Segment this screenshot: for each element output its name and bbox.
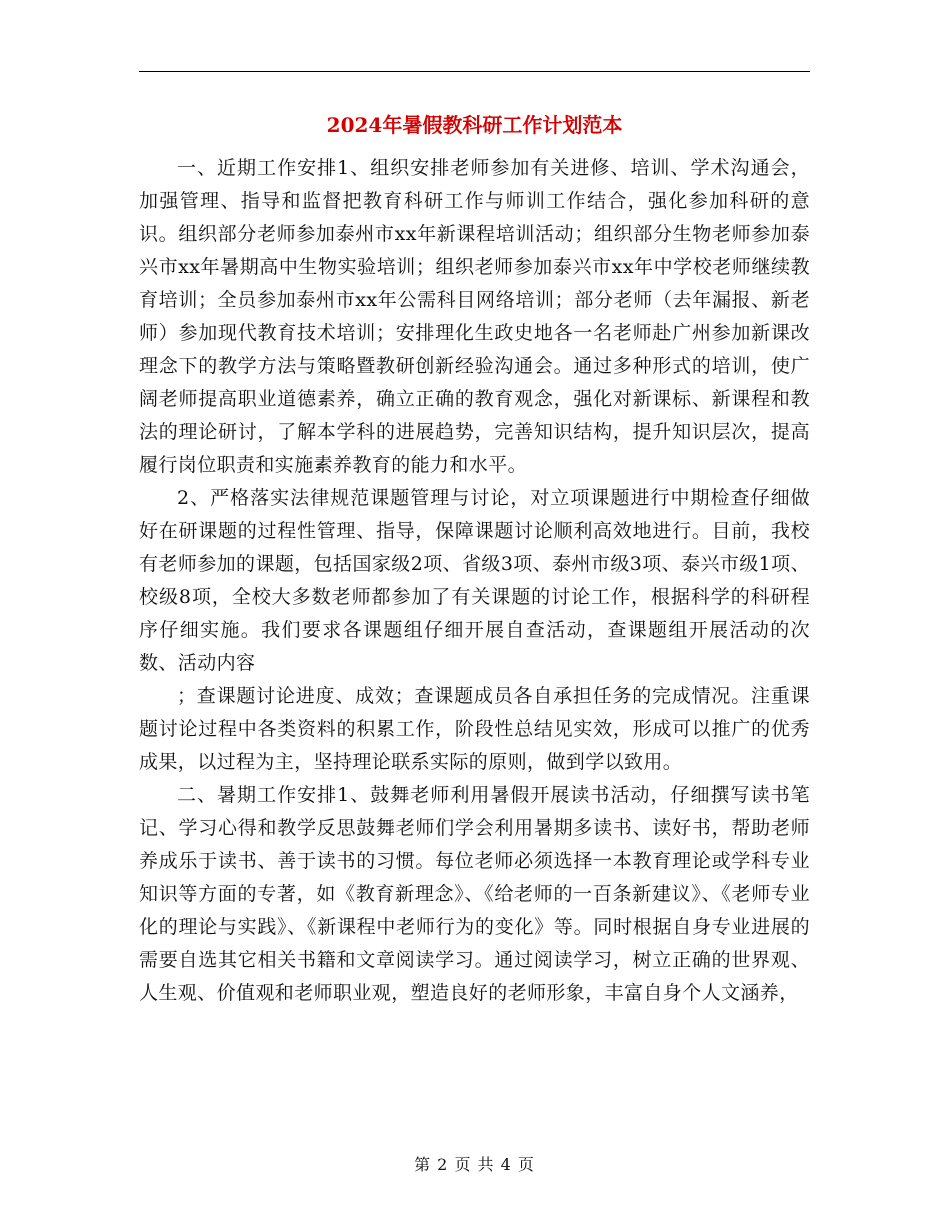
paragraph-4: 二、暑期工作安排1、鼓舞老师利用暑假开展读书活动，仔细撰写读书笔记、学习心得和教学反思鼓舞老师们学会利用暑期多读书、读好书，帮助老师养成乐于读书、善于读书的习惯。每位老师必须选择一本教育理论或学科专业知识等方面的专著，如《教育新理念》、《给老师的一百条新建议》、《老师专业化的理论与实践》、《新课程中老师行为的变化》等。同时根据自身专业进展的需要自选其它相关书籍和文章阅读学习。通过阅读学习，树立正确的世界观、人生观、价值观和老师职业观，塑造良好的老师形象，丰富自身个人文涵养， xyxy=(139,784,810,1004)
document-title: 2024年暑假教科研工作计划范本 xyxy=(326,113,623,137)
document-body xyxy=(139,152,810,1010)
paragraph-1: 一、近期工作安排1、组织安排老师参加有关进修、培训、学术沟通会，加强管理、指导和监督把教育科研工作与师训工作结合，强化参加科研的意识。组织部分老师参加泰州市xx年新课程培训活动；组织部分生物老师参加泰兴市xx年暑期高中生物实验培训；组织老师参加泰兴市xx年中学校老师继续教育培训；全员参加泰州市xx年公需科目网络培训；部分老师（去年漏报、新老师）参加现代教育技术培训；安排理化生政史地各一名老师赴广州参加新课改理念下的教学方法与策略暨教研创新经验沟通会。通过多种形式的培训，使广阔老师提高职业道德素养，确立正确的教育观念，强化对新课标、新课程和教法的理论研讨，了解本学科的进展趋势，完善知识结构，提升知识层次，提高履行岗位职责和实施素养教育的能力和水平。 xyxy=(139,157,810,476)
paragraph-2: 2、严格落实法律规范课题管理与讨论，对立项课题进行中期检查仔细做好在研课题的过程性管理、指导，保障课题讨论顺利高效地进行。目前，我校有老师参加的课题，包括国家级2项、省级3项、泰州市级3项、泰兴市级1项、校级8项，全校大多数老师都参加了有关课题的讨论工作，根据科学的科研程序仔细实施。我们要求各课题组仔细开展自查活动，查课题组开展活动的次数、活动内容 xyxy=(139,487,810,674)
page-number-footer: 第 2 页 共 4 页 xyxy=(414,1155,535,1174)
header-rule xyxy=(139,71,810,72)
paragraph-3: ；查课题讨论进度、成效；查课题成员各自承担任务的完成情况。注重课题讨论过程中各类资料的积累工作，阶段性总结见实效，形成可以推广的优秀成果，以过程为主，坚持理论联系实际的原则，做到学以致用。 xyxy=(139,685,810,773)
